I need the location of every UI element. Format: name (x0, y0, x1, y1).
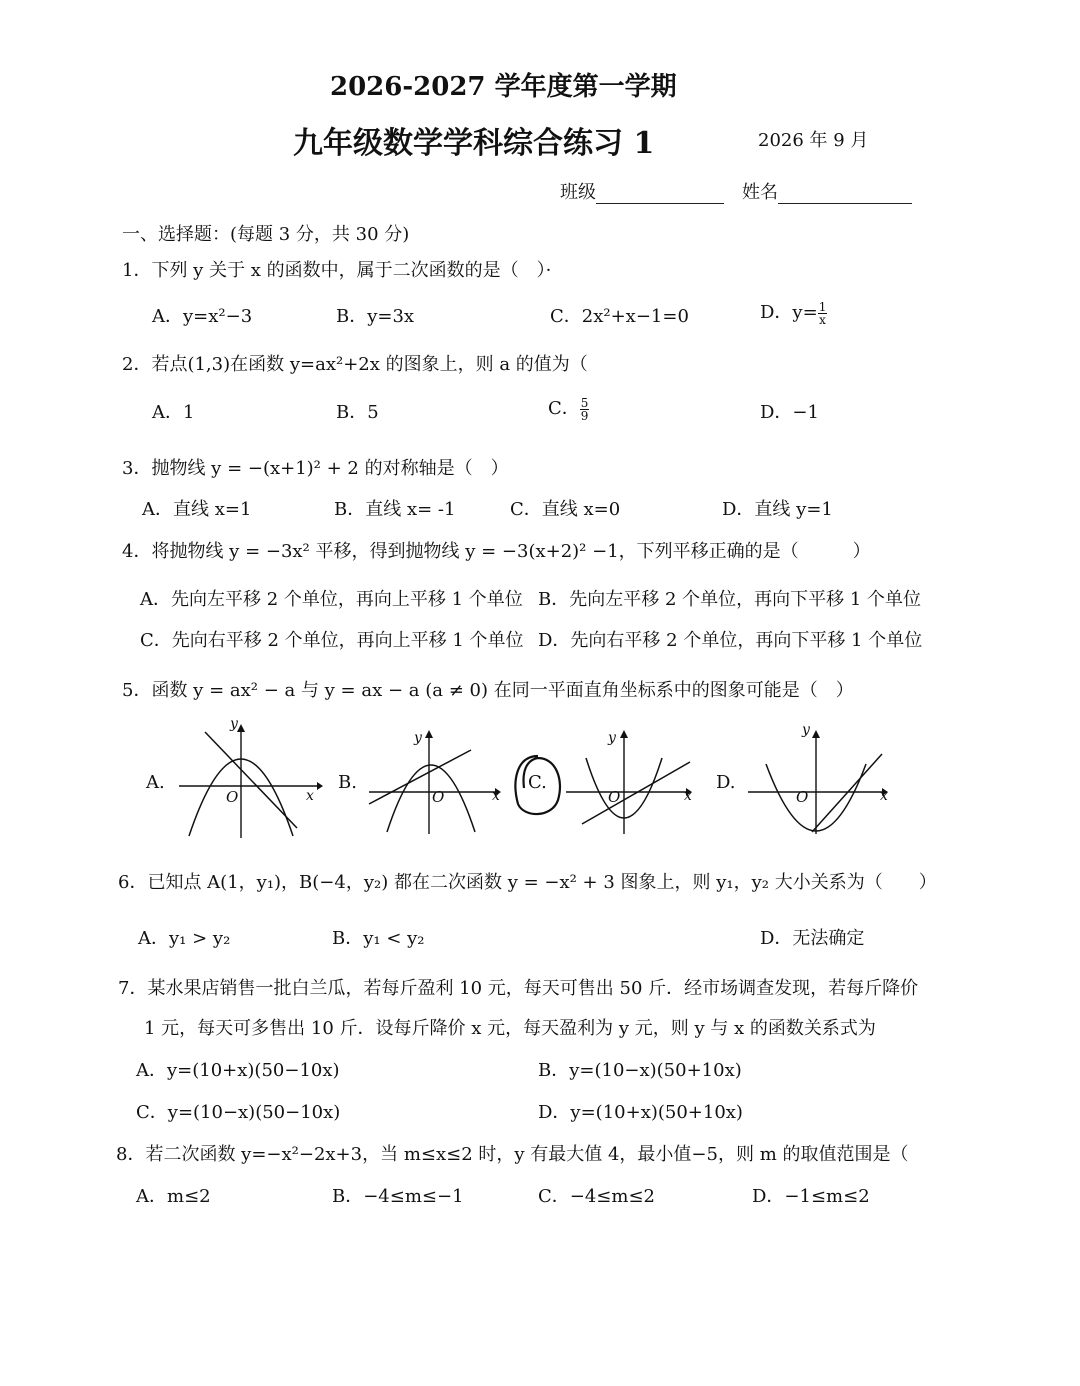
q4-option-d: D．先向右平移 2 个单位，再向下平移 1 个单位 (538, 630, 923, 651)
q3-option-b: B．直线 x= -1 (334, 499, 456, 520)
axis-label-x: x (880, 788, 888, 804)
q8-stem: 8．若二次函数 y=−x²−2x+3，当 m≤x≤2 时，y 有最大值 4，最小值−5，则 m 的取值范围是（ (116, 1144, 909, 1165)
straight-line (205, 732, 297, 828)
q8-option-a: A．m≤2 (136, 1186, 211, 1207)
origin-label: O (608, 788, 621, 806)
q2-option-c-label: C． (548, 398, 580, 419)
class-field[interactable] (560, 178, 724, 204)
q4-option-b: B．先向左平移 2 个单位，再向下平移 1 个单位 (538, 589, 922, 610)
origin-label: O (796, 788, 809, 806)
y-axis-arrow (237, 724, 245, 732)
fraction-denominator: 9 (580, 408, 589, 423)
name-field[interactable] (742, 178, 912, 204)
fraction-numerator: 5 (580, 395, 589, 410)
x-axis-arrow (317, 782, 323, 790)
y-axis-arrow (620, 730, 628, 738)
section-heading: 一、选择题：(每题 3 分，共 30 分) (122, 224, 410, 245)
q3-stem: 3．抛物线 y = −(x+1)² + 2 的对称轴是（ ） (122, 458, 509, 479)
q4-option-c: C．先向右平移 2 个单位，再向上平移 1 个单位 (140, 630, 524, 651)
q3-option-c: C．直线 x=0 (510, 499, 621, 520)
q6-option-a: A．y₁ > y₂ (138, 928, 231, 949)
q2-option-b: B．5 (336, 402, 379, 423)
q7-option-d: D．y=(10+x)(50+10x) (538, 1102, 743, 1123)
class-label: 班级 (560, 182, 596, 203)
name-blank[interactable] (778, 185, 912, 204)
q7-option-b: B．y=(10−x)(50+10x) (538, 1060, 742, 1081)
exam-title: 九年级数学学科综合练习 1 (293, 126, 655, 161)
q1-option-c: C．2x²+x−1=0 (550, 306, 689, 327)
q7-option-c: C．y=(10−x)(50−10x) (136, 1102, 341, 1123)
axis-label-y: y (802, 722, 810, 738)
q2-option-c-fraction (580, 397, 590, 422)
q5-graph-d-label: D. (716, 772, 736, 793)
q2-option-c (548, 394, 589, 422)
straight-line (369, 750, 471, 804)
q1-option-a: A．y=x²−3 (152, 306, 253, 327)
q5-graph-a (175, 722, 325, 840)
y-axis-arrow (812, 730, 820, 738)
axis-label-x: x (492, 788, 500, 804)
q7-option-a: A．y=(10+x)(50−10x) (136, 1060, 340, 1081)
q1-option-d-label: D．y= (760, 302, 818, 323)
q5-graph-b (365, 728, 505, 836)
q6-option-d: D．无法确定 (760, 928, 865, 949)
q8-option-b: B．−4≤m≤−1 (332, 1186, 464, 1207)
axis-label-x: x (306, 788, 314, 804)
axis-label-y: y (230, 716, 238, 732)
q5-graph-b-label: B. (338, 772, 357, 793)
y-axis-arrow (425, 730, 433, 738)
q2-option-d: D．−1 (760, 402, 819, 423)
fraction-numerator: 1 (818, 299, 827, 314)
q6-option-b: B．y₁ < y₂ (332, 928, 425, 949)
q1-option-d-fraction (818, 301, 828, 326)
q2-option-a: A．1 (152, 402, 195, 423)
q7-stem-line1: 7．某水果店销售一批白兰瓜，若每斤盈利 10 元，每天可售出 50 斤．经市场调查发现，若每斤降价 (118, 978, 919, 999)
origin-label: O (432, 788, 445, 806)
fraction-denominator: x (819, 312, 826, 327)
term-heading: 2026-2027 学年度第一学期 (330, 72, 677, 102)
parabola (387, 765, 475, 832)
axis-label-x: x (684, 788, 692, 804)
axis-label-y: y (608, 730, 616, 746)
q7-stem-line2: 1 元，每天可多售出 10 斤．设每斤降价 x 元，每天盈利为 y 元，则 y 与 x 的函数关系式为 (144, 1018, 876, 1039)
class-blank[interactable] (596, 185, 724, 204)
q8-option-d: D．−1≤m≤2 (752, 1186, 870, 1207)
q1-option-b: B．y=3x (336, 306, 415, 327)
q5-graph-c-label: C. (528, 772, 547, 793)
origin-label: O (226, 788, 239, 806)
q5-graph-a-label: A. (146, 772, 165, 793)
name-label: 姓名 (742, 182, 778, 203)
q8-option-c: C．−4≤m≤2 (538, 1186, 655, 1207)
q6-stem: 6．已知点 A(1，y₁)，B(−4，y₂) 都在二次函数 y = −x² + 3 图象上，则 y₁，y₂ 大小关系为（ ） (118, 872, 937, 893)
q5-stem: 5．函数 y = ax² − a 与 y = ax − a (a ≠ 0) 在同一平面直角坐标系中的图象可能是（ ） (122, 680, 854, 701)
q3-option-a: A．直线 x=1 (142, 499, 252, 520)
q4-option-a: A．先向左平移 2 个单位，再向上平移 1 个单位 (140, 589, 523, 610)
q5-graph-d (744, 728, 894, 836)
exam-date: 2026 年 9 月 (758, 130, 869, 151)
q3-option-d: D．直线 y=1 (722, 499, 833, 520)
straight-line (812, 754, 882, 832)
q4-stem: 4．将抛物线 y = −3x² 平移，得到抛物线 y = −3(x+2)² −1，下列平移正确的是（ ） (122, 541, 871, 562)
axis-label-y: y (414, 730, 422, 746)
q1-option-d (760, 298, 827, 326)
q2-stem: 2．若点(1,3)在函数 y=ax²+2x 的图象上，则 a 的值为（ (122, 354, 588, 375)
q1-stem: 1．下列 y 关于 x 的函数中，属于二次函数的是（ ）· (122, 260, 552, 281)
q5-graph-c (562, 728, 702, 836)
straight-line (582, 762, 690, 824)
